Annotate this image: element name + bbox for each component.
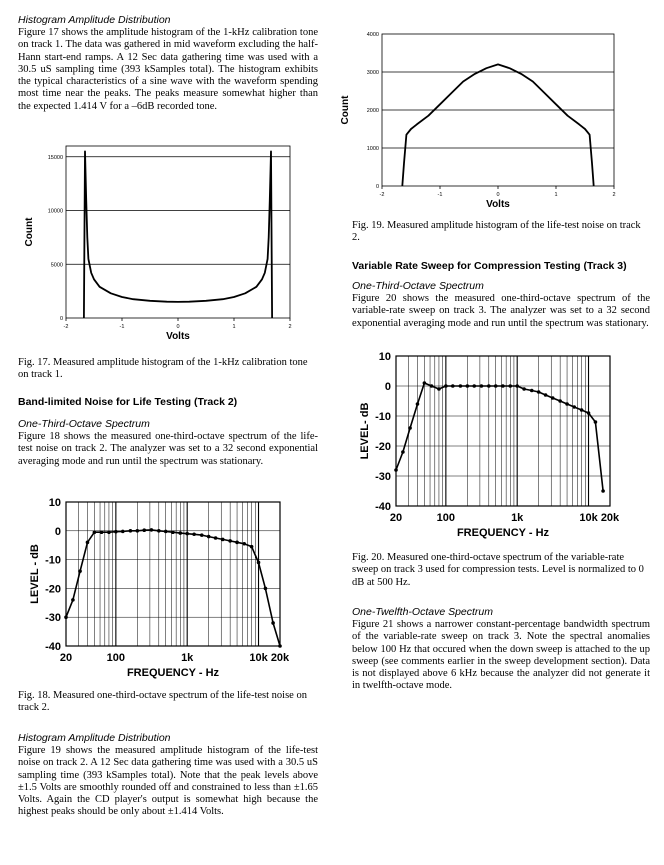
data-point (235, 541, 239, 545)
data-point (185, 532, 189, 536)
data-point (228, 539, 232, 543)
data-point (537, 390, 541, 394)
data-point (430, 384, 434, 388)
x-tick-label: 100 (106, 652, 126, 664)
y-tick-label: -30 (45, 612, 61, 625)
x-tick-label: 2 (612, 192, 616, 198)
y-tick-label: 0 (59, 316, 63, 322)
x-axis-label: FREQUENCY - Hz (456, 527, 550, 539)
figure-caption: Fig. 19. Measured amplitude histogram of the life-test noise on track 2. (352, 220, 641, 244)
data-point (522, 387, 526, 391)
data-point (572, 405, 576, 409)
y-tick-label: 2000 (366, 108, 379, 114)
data-point (601, 489, 605, 493)
y-tick-label: -30 (375, 471, 391, 483)
data-point (271, 621, 275, 625)
y-tick-label: 10000 (47, 208, 63, 215)
section-subheading: Histogram Amplitude Distribution (18, 732, 171, 744)
y-axis-label: Count (340, 95, 351, 125)
y-tick-label: -40 (45, 641, 61, 653)
data-point (164, 530, 168, 534)
y-tick-label: 0 (384, 381, 391, 393)
data-point (565, 402, 569, 406)
data-point (107, 530, 111, 534)
data-point (587, 411, 591, 415)
series-line (66, 530, 280, 646)
y-axis-label: LEVEL- dB (359, 402, 371, 460)
data-point (129, 529, 133, 533)
data-point (64, 615, 68, 619)
y-tick-label: 3000 (366, 70, 379, 76)
x-tick-label: -2 (379, 192, 385, 198)
y-tick-label: -20 (45, 583, 61, 596)
data-point (437, 387, 441, 391)
data-point (459, 384, 463, 388)
data-point (207, 535, 211, 539)
data-point (242, 542, 246, 546)
x-axis-label: Volts (486, 199, 510, 210)
figure-caption: Fig. 17. Measured amplitude histogram of the 1-kHz calibration tone on track 1. (18, 357, 308, 381)
x-tick-label: 0 (176, 324, 180, 330)
x-axis-label: Volts (166, 331, 190, 342)
data-point (178, 531, 182, 535)
y-tick-label: -10 (45, 554, 61, 567)
data-point (114, 530, 118, 534)
x-tick-label: 1k (511, 512, 524, 524)
y-tick-label: 4000 (366, 32, 379, 38)
y-axis-label: LEVEL - dB (29, 544, 41, 604)
data-point (78, 569, 82, 573)
x-tick-label: 20k (600, 512, 620, 524)
y-axis-label: Count (24, 217, 35, 247)
section-subheading: One-Third-Octave Spectrum (18, 418, 150, 430)
data-point (480, 384, 484, 388)
data-point (494, 384, 498, 388)
paragraph: Figure 21 shows a narrower constant-percentage bandwidth spectrum of the variable-rate sweep on track 3. Note the spectral anomalies below 100 Hz that occured when the down sweep is attached to the up sweep (see comments earlier in the sweep development section). Data is not displayed above 6 kHz because the analyzer did not generate it in twelfth-octave mode. (352, 619, 650, 692)
x-tick-label: 20k (270, 652, 290, 664)
data-point (423, 381, 427, 385)
y-tick-label: 15000 (47, 154, 63, 161)
data-point (278, 644, 282, 648)
section-heading: Variable Rate Sweep for Compression Testing (Track 3) (352, 260, 627, 272)
data-point (100, 530, 104, 534)
x-tick-label: 10k (579, 512, 598, 524)
data-point (394, 468, 398, 472)
series-line (84, 151, 272, 318)
figure-18-spectrum (18, 490, 318, 686)
data-point (551, 396, 555, 400)
x-tick-label: 20 (59, 652, 73, 664)
data-point (171, 530, 175, 534)
data-point (93, 530, 97, 534)
figure-caption: Fig. 18. Measured one-third-octave spectrum of the life-test noise on track 2. (18, 690, 307, 714)
section-subheading: One-Twelfth-Octave Spectrum (352, 606, 494, 618)
data-point (264, 587, 268, 591)
x-tick-label: 1 (232, 324, 236, 330)
data-point (466, 384, 470, 388)
series-line (402, 64, 593, 186)
y-tick-label: 0 (375, 184, 379, 190)
y-tick-label: -10 (375, 411, 391, 423)
section-heading: Band-limited Noise for Life Testing (Track 2) (18, 396, 238, 408)
data-point (157, 529, 161, 533)
data-point (530, 389, 534, 393)
data-point (508, 384, 512, 388)
x-tick-label: 1 (554, 192, 558, 198)
data-point (451, 384, 455, 388)
paragraph: Figure 17 shows the amplitude histogram of the 1-kHz calibration tone on track 1. The data was gathered in mid waveform excluding the half-Hann start-end ramps. A 12 Sec data gathering time was used with a 30.5 uS sampling time (393 kSamples total). The histogram exhibits the typical characteristics of a sine wave with the waveform spending most time near the peaks. The peaks measure somewhat higher than the expected 1.414 V for a –6dB recorded tone. (18, 27, 318, 112)
y-tick-label: 10 (378, 351, 391, 363)
paragraph: Figure 18 shows the measured one-third-octave spectrum of the life-test noise on track 2. The analyzer was set to a 32 second exponential averaging mode and run until the spectrum was stationary. (18, 431, 318, 467)
data-point (192, 532, 196, 536)
x-tick-label: 10k (249, 652, 268, 664)
paragraph: Figure 19 shows the measured amplitude histogram of the life-test noise on track 2. A 12 Sec data gathering time was used with a 30.5 uS sampling time (393 kSamples total). Note that the peak levels above ±1.5 Volts are smoothly rounded off and constrained to less than ±1.65 Volts. Again the CD player's output is somewhat high because the highest peaks should be only about ±1.414 Volts. (18, 745, 318, 818)
data-point (408, 426, 412, 430)
data-point (257, 561, 261, 565)
data-point (71, 598, 75, 602)
data-point (142, 528, 146, 532)
section-subheading: One-Third-Octave Spectrum (352, 280, 484, 292)
section-subheading: Histogram Amplitude Distribution (18, 14, 171, 26)
series-line (396, 383, 603, 491)
y-tick-label: 0 (54, 525, 61, 538)
y-tick-label: -20 (375, 441, 391, 453)
x-tick-label: -1 (437, 192, 443, 198)
y-tick-label: 10 (48, 497, 61, 509)
data-point (136, 529, 140, 533)
data-point (150, 528, 154, 532)
data-point (501, 384, 505, 388)
data-point (544, 393, 548, 397)
y-tick-label: 1000 (366, 146, 379, 152)
figure-caption: Fig. 20. Measured one-third-octave spectrum of the variable-rate sweep on track 3 used for compression tests. Level is normalized to 0 dB at 500 Hz. (352, 552, 644, 588)
figure-20-spectrum (352, 346, 650, 542)
x-tick-label: -2 (63, 324, 69, 330)
plot-frame (66, 146, 290, 318)
data-point (558, 399, 562, 403)
y-tick-label: 5000 (50, 262, 63, 269)
data-point (250, 545, 254, 549)
data-point (444, 384, 448, 388)
x-axis-label: FREQUENCY - Hz (126, 667, 220, 679)
data-point (401, 450, 405, 454)
data-point (221, 538, 225, 542)
data-point (594, 420, 598, 424)
plot-frame (396, 356, 610, 506)
data-point (416, 402, 420, 406)
x-tick-label: 20 (389, 512, 403, 524)
paragraph: Figure 20 shows the measured one-third-octave spectrum of the variable-rate sweep on track 3. The analyzer was set to a 32 second exponential averaging mode and run until the spectrum was stationary. (352, 293, 650, 329)
data-point (515, 384, 519, 388)
data-point (214, 536, 218, 540)
x-tick-label: 2 (288, 324, 292, 330)
data-point (580, 408, 584, 412)
data-point (487, 384, 491, 388)
data-point (86, 541, 90, 545)
x-tick-label: -1 (119, 324, 125, 330)
y-tick-label: -40 (375, 501, 391, 513)
data-point (200, 533, 204, 537)
figure-19-histogram (340, 26, 650, 216)
x-tick-label: 1k (181, 652, 194, 664)
plot-frame (66, 502, 280, 646)
figure-17-histogram (18, 138, 318, 344)
data-point (472, 384, 476, 388)
data-point (121, 530, 125, 534)
x-tick-label: 0 (496, 192, 500, 198)
x-tick-label: 100 (436, 512, 456, 524)
